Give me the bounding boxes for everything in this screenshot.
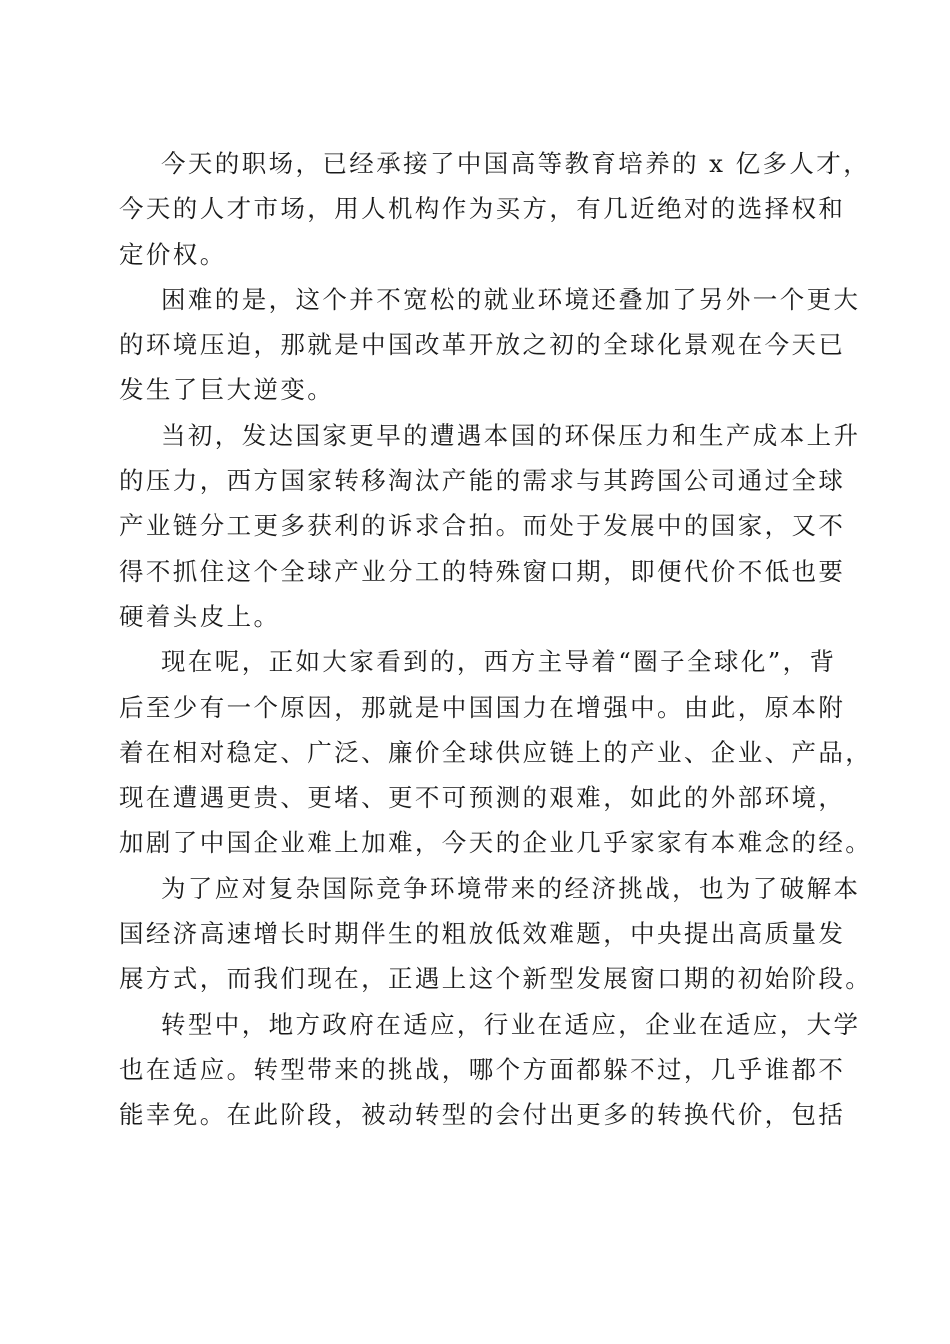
text-line: 着在相对稳定、广泛、廉价全球供应链上的产业、企业、产品， [119,737,873,767]
paragraph-3 [119,413,861,639]
text-line: 困难的是，这个并不宽松的就业环境还叠加了另外一个更大 [161,284,861,314]
text-line: 也在适应。转型带来的挑战，哪个方面都躲不过，几乎谁都不 [119,1054,846,1084]
text-line: 转型中，地方政府在适应，行业在适应，企业在适应，大学 [161,1009,861,1039]
text-line: 的压力，西方国家转移淘汰产能的需求与其跨国公司通过全球 [119,466,846,496]
paragraph-4 [119,639,873,865]
text-line: 的环境压迫，那就是中国改革开放之初的全球化景观在今天已 [119,330,846,360]
text-line: 今天的职场，已经承接了中国高等教育培养的 x 亿多人才， [161,149,871,178]
text-line: 后至少有一个原因，那就是中国国力在增强中。由此，原本附 [119,692,846,722]
text-line: 产业链分工更多获利的诉求合拍。而处于发展中的国家，又不 [119,511,846,541]
text-line: 展方式，而我们现在，正遇上这个新型发展窗口期的初始阶段。 [119,964,873,994]
text-line: 当初，发达国家更早的遭遇本国的环保压力和生产成本上升 [161,420,861,450]
text-line: 发生了巨大逆变。 [119,375,335,405]
paragraph-1 [119,141,871,277]
text-line: 今天的人才市场，用人机构作为买方，有几近绝对的选择权和 [119,194,846,224]
text-line: 现在呢，正如大家看到的，西方主导着“圈子全球化”，背 [161,647,837,677]
body-text [119,141,873,1138]
text-line: 为了应对复杂国际竞争环境带来的经济挑战，也为了破解本 [161,873,861,903]
text-line: 定价权。 [119,239,227,269]
paragraph-6 [119,1002,861,1138]
text-line: 硬着头皮上。 [119,601,281,631]
text-line: 得不抓住这个全球产业分工的特殊窗口期，即便代价不低也要 [119,556,846,586]
text-line: 加剧了中国企业难上加难，今天的企业几乎家家有本难念的经。 [119,828,873,858]
paragraph-5 [119,866,873,1002]
paragraph-2 [119,277,861,413]
text-line: 国经济高速增长时期伴生的粗放低效难题，中央提出高质量发 [119,919,846,949]
text-line: 能幸免。在此阶段，被动转型的会付出更多的转换代价，包括 [119,1100,846,1130]
text-line: 现在遭遇更贵、更堵、更不可预测的艰难，如此的外部环境， [119,783,846,813]
